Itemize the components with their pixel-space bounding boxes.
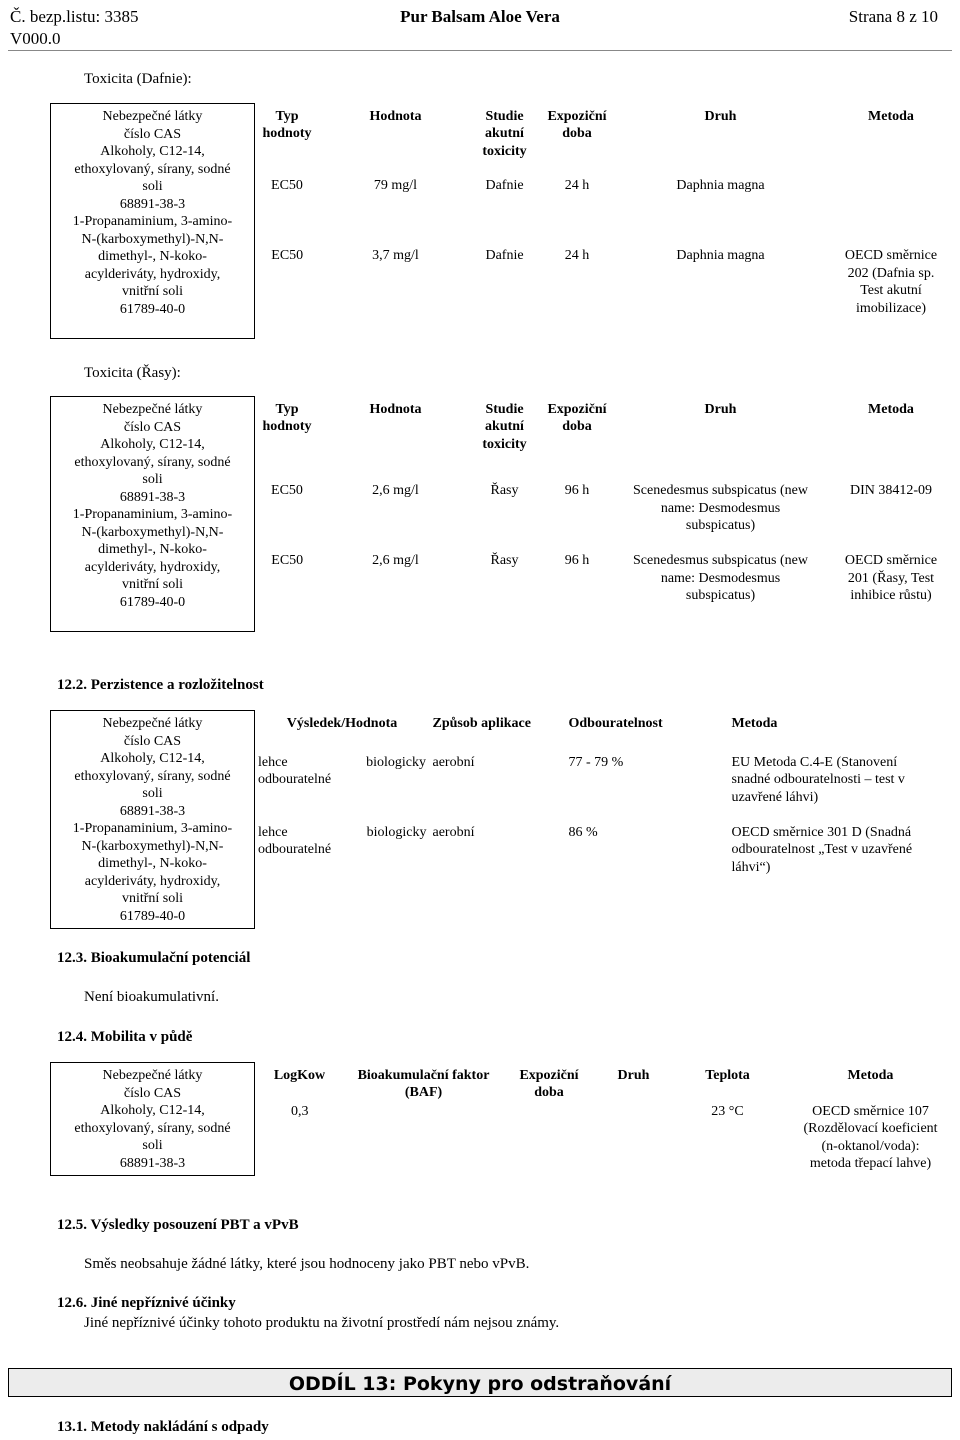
- perzistence-table: [50, 710, 958, 929]
- perzistence-substance-cell: Nebezpečné látky číslo CAS Alkoholy, C12-14, ethoxylovaný, sírany, sodné soli 68891-38-3 1-Propanaminium, 3-amino- N-(karboxymethyl)-N,N- dimethyl-, N-koko- acylderiváty, hydroxidy, vnitřní soli 61789-40-0: [51, 711, 255, 929]
- col-hodnota: Hodnota: [369, 108, 422, 124]
- rasy-table: [50, 396, 958, 632]
- section13-sub: 13.1. Metody nakládání s odpady: [57, 1419, 269, 1435]
- bioakum-text: Není bioakumulativní.: [84, 989, 219, 1005]
- col-druh: Druh: [617, 1067, 650, 1083]
- col-metoda: Metoda: [847, 1067, 894, 1083]
- col-odbouratelnost: Odbouratelnost: [568, 715, 663, 731]
- col-teplota: Teplota: [705, 1067, 750, 1083]
- pbt-text: Směs neobsahuje žádné látky, které jsou hodnoceny jako PBT nebo vPvB.: [84, 1256, 530, 1272]
- col-expozice: Expoziční doba: [547, 108, 607, 141]
- bioakum-title: 12.3. Bioakumulační potenciál: [57, 950, 251, 966]
- col-logkow: LogKow: [273, 1067, 326, 1083]
- product-name: Pur Balsam Aloe Vera: [400, 7, 560, 26]
- table-row: 0,3 23 °C OECD směrnice 107 (Rozdělovací koeficient (n-oktanol/voda): metoda třepací lahve): [291, 1103, 938, 1172]
- col-expozice: Expoziční doba: [547, 401, 607, 434]
- mobilita-table: [50, 1062, 958, 1176]
- dafnie-title: Toxicita (Dafnie):: [84, 71, 192, 87]
- rasy-substance-cell: Nebezpečné látky číslo CAS Alkoholy, C12-14, ethoxylovaný, sírany, sodné soli 68891-38-3 1-Propanaminium, 3-amino- N-(karboxymethyl)-N,N- dimethyl-, N-koko- acylderiváty, hydroxidy, vnitřní soli 61789-40-0: [51, 397, 255, 632]
- col-druh: Druh: [704, 401, 737, 417]
- listing-number: Č. bezp.listu: 3385: [10, 7, 139, 26]
- header-rule: [8, 50, 952, 51]
- dafnie-table: [50, 103, 958, 339]
- col-vysledek: Výsledek/Hodnota: [286, 715, 398, 731]
- version: V000.0: [10, 29, 61, 48]
- col-zpusob: Způsob aplikace: [432, 715, 531, 731]
- col-metoda: Metoda: [868, 108, 914, 124]
- pbt-title: 12.5. Výsledky posouzení PBT a vPvB: [57, 1217, 299, 1233]
- section13-title: ODDÍL 13: Pokyny pro odstraňování: [288, 1373, 672, 1395]
- mobilita-title: 12.4. Mobilita v půdě: [57, 1029, 193, 1045]
- jine-title: 12.6. Jiné nepříznivé účinky: [57, 1295, 236, 1311]
- perzistence-title: 12.2. Perzistence a rozložitelnost: [57, 677, 264, 693]
- col-typ: Typ hodnoty: [262, 401, 312, 434]
- col-metoda: Metoda: [868, 401, 914, 417]
- table-row: EC50 79 mg/l Dafnie 24 h Daphnia magna: [271, 178, 765, 194]
- col-metoda: Metoda: [731, 715, 778, 731]
- table-row: EC50 2,6 mg/l Řasy 96 h Scenedesmus subspicatus (new name: Desmodesmus subspicatus) DIN 38412-09: [271, 483, 933, 533]
- table-row: lehce biologicky odbouratelné aerobní 77 - 79 % EU Metoda C.4-E (Stanovení snadné odbouratelnosti – test v uzavřené láhvi): [258, 754, 905, 805]
- col-studie: Studie akutní toxicity: [482, 108, 527, 159]
- jine-text: Jiné nepříznivé účinky tohoto produktu na životní prostředí nám nejsou známy.: [84, 1315, 560, 1331]
- dafnie-substance-cell: Nebezpečné látky číslo CAS Alkoholy, C12-14, ethoxylovaný, sírany, sodné soli 68891-38-3 1-Propanaminium, 3-amino- N-(karboxymethyl)-N,N- dimethyl-, N-koko- acylderiváty, hydroxidy, vnitřní soli 61789-40-0: [51, 104, 255, 339]
- table-row: EC50 3,7 mg/l Dafnie 24 h Daphnia magna OECD směrnice 202 (Dafnia sp. Test akutní imobilizace): [271, 248, 938, 316]
- rasy-title: Toxicita (Řasy):: [84, 365, 181, 381]
- col-typ: Typ hodnoty: [262, 108, 312, 141]
- col-baf: Bioakumulační faktor (BAF): [357, 1067, 490, 1100]
- mobilita-substance-cell: Nebezpečné látky číslo CAS Alkoholy, C12-14, ethoxylovaný, sírany, sodné soli 68891-38-3: [51, 1063, 255, 1176]
- table-row: lehce biologicky odbouratelné aerobní 86 % OECD směrnice 301 D (Snadná odbouratelnost „Test v uzavřené láhvi“): [258, 824, 913, 875]
- col-expozice: Expoziční doba: [519, 1067, 579, 1100]
- col-hodnota: Hodnota: [369, 401, 422, 417]
- page-number: Strana 8 z 10: [848, 7, 938, 26]
- table-row: EC50 2,6 mg/l Řasy 96 h Scenedesmus subspicatus (new name: Desmodesmus subspicatus) OECD směrnice 201 (Řasy, Test inhibice růstu): [271, 553, 938, 603]
- col-studie: Studie akutní toxicity: [482, 401, 527, 452]
- col-druh: Druh: [704, 108, 737, 124]
